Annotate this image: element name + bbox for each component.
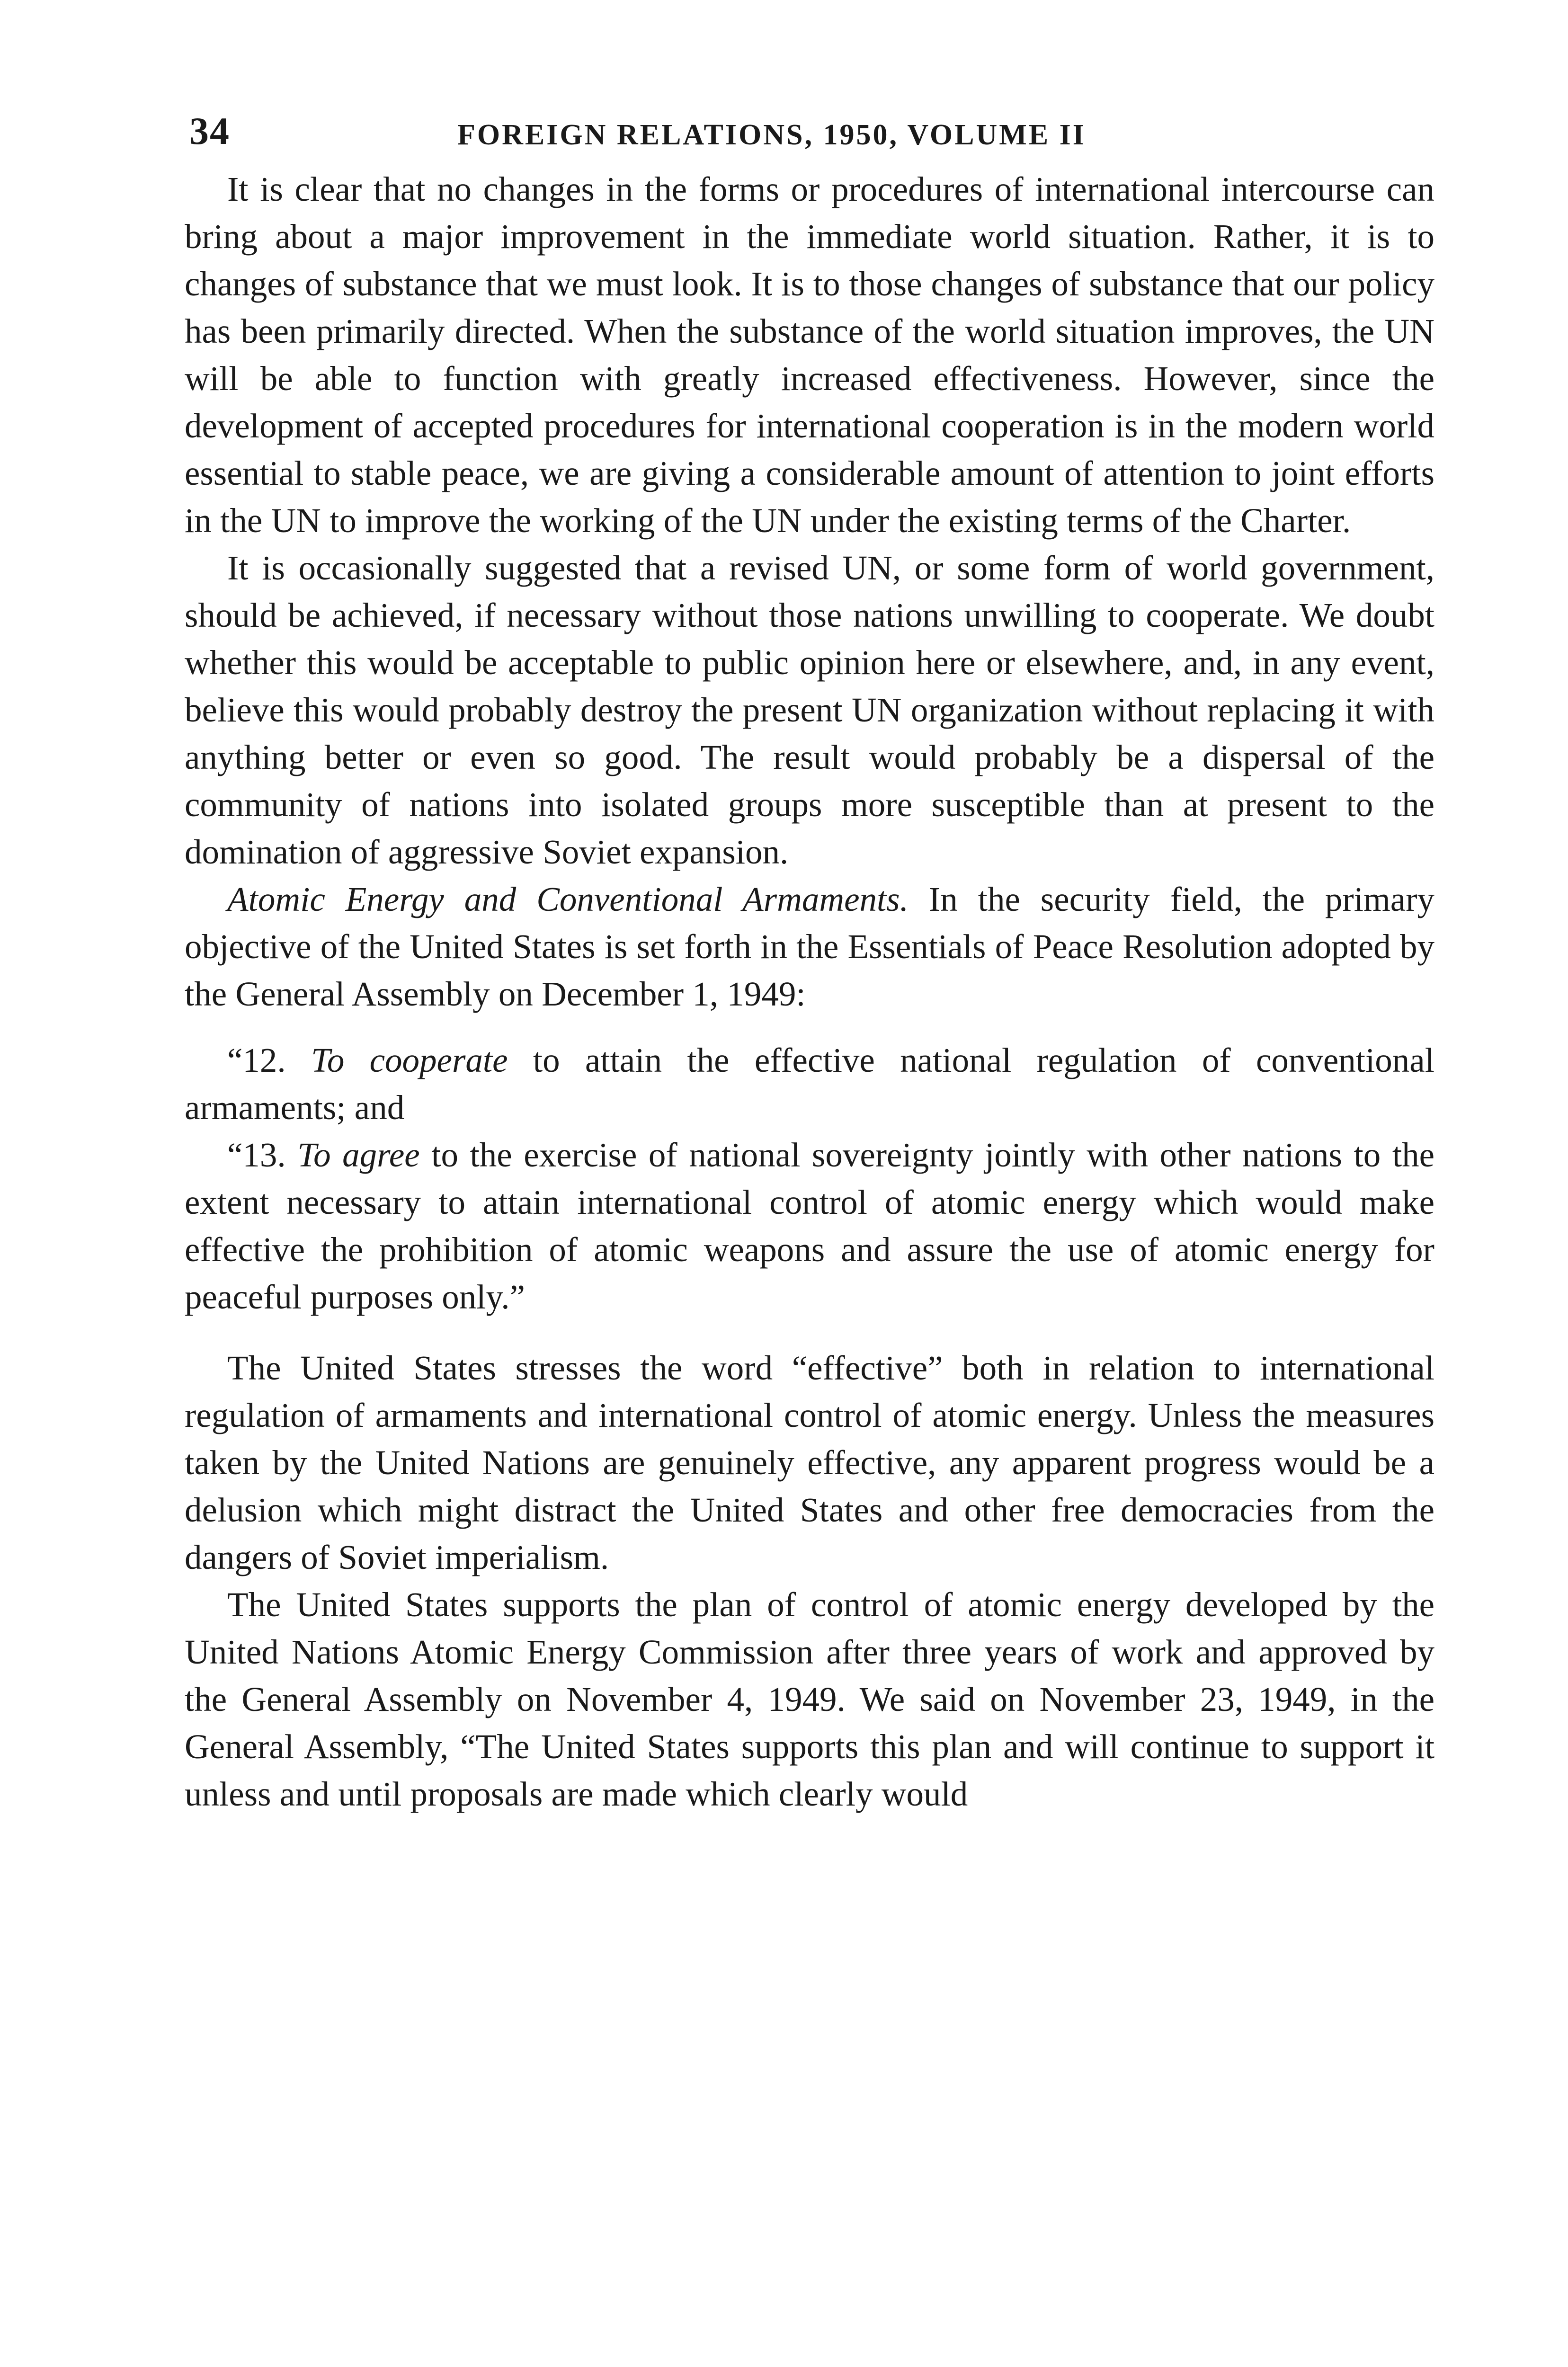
paragraph-un-plan: The United States supports the plan of control of atomic energy developed by the United Nations Atomic Energy Commission after three years of work and approved by the General Assembly on November 4, 1949. We said on November 23, 1949, in the General Assembly, “The United States supports this plan and will continue to support it unless and until proposals are made which clearly would bbox=[185, 1585, 1434, 1813]
quote-item-12 bbox=[185, 1037, 1434, 1131]
paragraph-charter-procedures: It is clear that no changes in the forms or procedures of international intercourse can bring about a major improvement in the immediate world situation. Rather, it is to changes of substance that we must look. It is to those changes of substance that our policy has been primarily directed. When the substance of the world situation improves, the UN will be able to function with greatly increased effectiveness. However, since the development of accepted procedures for international cooperation is in the modern world essential to stable peace, we are giving a considerable amount of attention to joint efforts in the UN to improve the working of the UN under the existing terms of the Charter. bbox=[185, 170, 1434, 540]
paragraph-atomic-energy-body: In the security field, the primary objective of the United States is set forth in the Essentials of Peace Resolution adopted by the General Assembly on December 1, 1949: bbox=[185, 880, 1434, 1013]
quote-number: “12. bbox=[227, 1041, 311, 1079]
paragraph-effective: The United States stresses the word “effective” both in relation to international regulation of armaments and international control of atomic energy. Unless the measures taken by the United Nations are genuinely effective, any apparent progress would be a delusion which might distract the United States and other free democracies from the dangers of Soviet imperialism. bbox=[185, 1349, 1434, 1576]
section-heading: Atomic Energy and Conventional Armaments. bbox=[227, 880, 909, 918]
body-text bbox=[185, 166, 1434, 1818]
running-head-title: FOREIGN RELATIONS, 1950, VOLUME II bbox=[457, 119, 1086, 151]
quote-emphasis: To cooperate bbox=[311, 1041, 508, 1079]
quote-text: to attain the effective national regulation of conventional armaments; and bbox=[185, 1041, 1434, 1127]
block-quote bbox=[185, 1037, 1434, 1321]
quote-emphasis: To agree bbox=[297, 1136, 420, 1174]
quote-text: to the exercise of national sovereignty jointly with other nations to the extent necessary to attain international control of atomic energy which would make effective the prohibition of atomic weapons and assure the use of atomic energy for peaceful purposes only.” bbox=[185, 1136, 1434, 1316]
running-head bbox=[185, 109, 1434, 166]
quote-number: “13. bbox=[227, 1136, 298, 1174]
paragraph-atomic-energy-intro bbox=[185, 876, 1434, 1018]
page-number: 34 bbox=[189, 109, 230, 152]
paragraph-world-government: It is occasionally suggested that a revised UN, or some form of world government, should be achieved, if necessary without those nations unwilling to cooperate. We doubt whether this would be acceptable to public opinion here or elsewhere, and, in any event, believe this would probably destroy the present UN organization without replacing it with anything better or even so good. The result would probably be a dispersal of the community of nations into isolated groups more susceptible than at present to the domination of aggressive Soviet expansion. bbox=[185, 549, 1434, 871]
document-page bbox=[185, 109, 1434, 1818]
quote-item-13 bbox=[185, 1131, 1434, 1321]
